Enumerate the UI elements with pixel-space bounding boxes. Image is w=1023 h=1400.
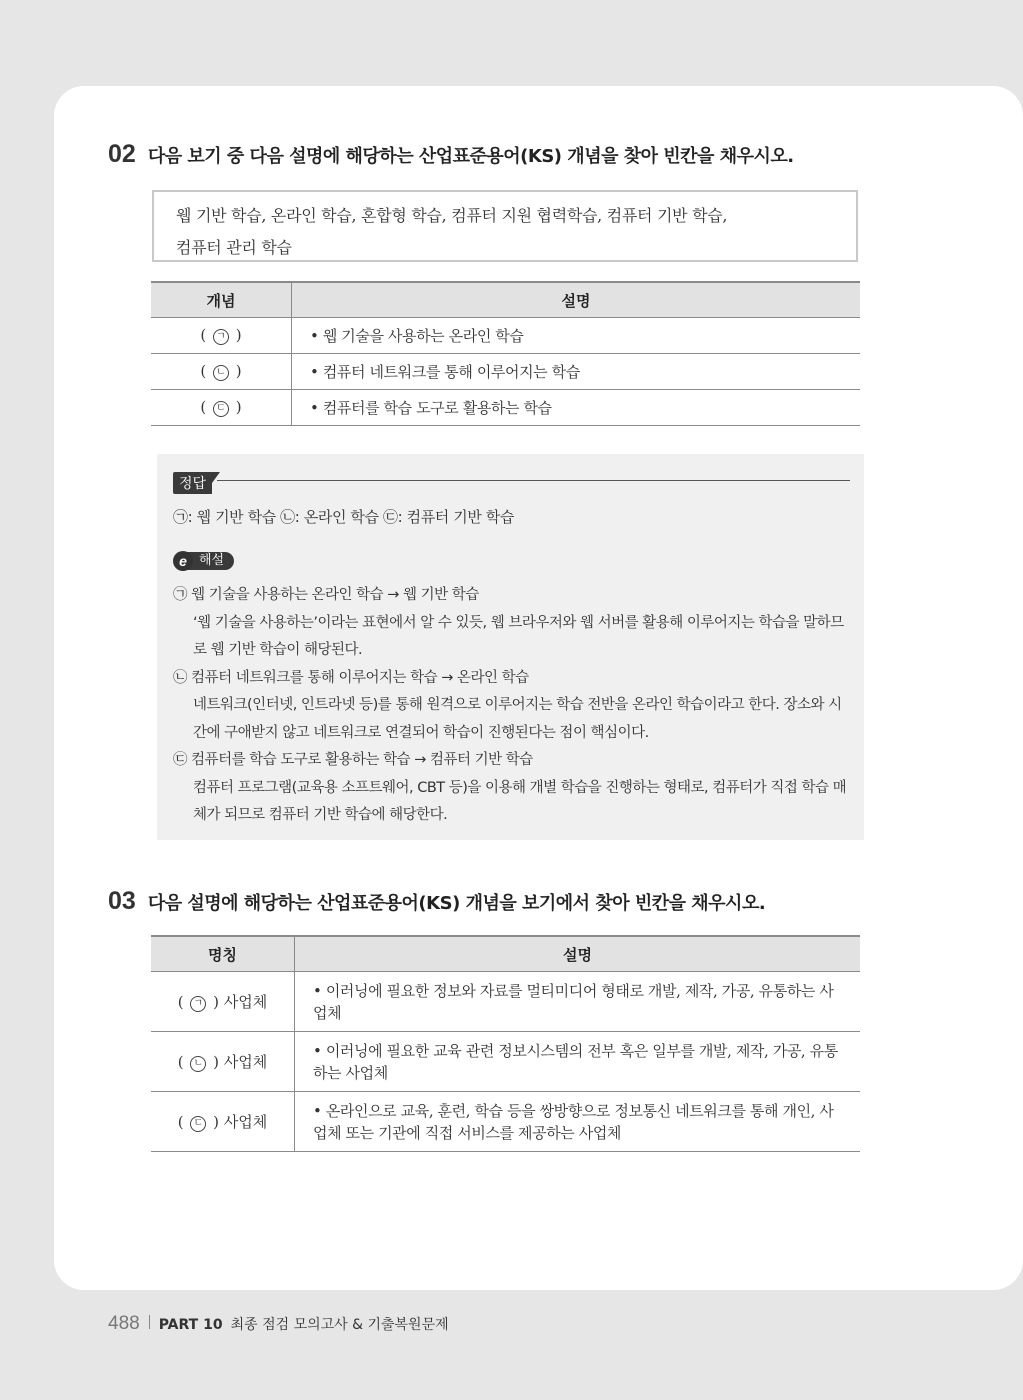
bogi-line-1: 웹 기반 학습, 온라인 학습, 혼합형 학습, 컴퓨터 지원 협력학습, 컴퓨터 기반 학습, bbox=[176, 206, 728, 225]
explanation-list bbox=[173, 582, 853, 830]
table-row bbox=[151, 354, 860, 390]
answer-box bbox=[157, 454, 864, 840]
blank-cell: ( ㄴ ) 사업체 bbox=[151, 1032, 295, 1092]
explanation-icon: e bbox=[173, 551, 193, 571]
q02-bogi-box bbox=[152, 190, 858, 262]
marker-1: ㄱ bbox=[213, 329, 229, 345]
blank-cell: ( ㄱ ) 사업체 bbox=[151, 972, 295, 1032]
page-footer bbox=[108, 1313, 449, 1335]
part-label: PART 10 bbox=[158, 1317, 223, 1333]
marker-1: ㄱ bbox=[190, 996, 206, 1012]
explanation-head-1: ㉠ 웹 기술을 사용하는 온라인 학습 → 웹 기반 학습 bbox=[173, 587, 479, 603]
q02-number: 02 bbox=[108, 140, 136, 168]
q03-header bbox=[108, 887, 765, 916]
marker-3: ㄷ bbox=[190, 1116, 206, 1132]
explanation-badge bbox=[173, 551, 234, 571]
bogi-line-2: 컴퓨터 관리 학습 bbox=[176, 238, 292, 257]
table-row bbox=[151, 1092, 860, 1152]
suffix-label: 사업체 bbox=[223, 993, 268, 1011]
explanation-head-3: ㉢ 컴퓨터를 학습 도구로 활용하는 학습 → 컴퓨터 기반 학습 bbox=[173, 752, 533, 768]
q03-table bbox=[151, 935, 860, 1152]
desc-cell: • 온라인으로 교육, 훈련, 학습 등을 쌍방향으로 정보통신 네트워크를 통해 개인, 사업체 또는 기관에 직접 서비스를 제공하는 사업체 bbox=[295, 1092, 861, 1152]
blank-cell: ( ㄷ ) 사업체 bbox=[151, 1092, 295, 1152]
page-number: 488 bbox=[108, 1313, 140, 1334]
table-row bbox=[151, 1032, 860, 1092]
col-header-desc: 설명 bbox=[295, 936, 861, 972]
q02-header bbox=[108, 140, 794, 169]
marker-3: ㄷ bbox=[213, 401, 229, 417]
marker-2: ㄴ bbox=[190, 1056, 206, 1072]
explanation-body-1: ‘웹 기술을 사용하는’이라는 표현에서 알 수 있듯, 웹 브라우저와 웹 서버를 활용해 이루어지는 학습을 말하므로 웹 기반 학습이 해당된다. bbox=[193, 614, 844, 658]
part-title: 최종 점검 모의고사 & 기출복원문제 bbox=[230, 1317, 449, 1333]
table-row bbox=[151, 972, 860, 1032]
q02-table bbox=[151, 281, 860, 426]
col-header-desc: 설명 bbox=[292, 282, 861, 318]
q03-question: 다음 설명에 해당하는 산업표준용어(KS) 개념을 보기에서 찾아 빈칸을 채우시오. bbox=[147, 893, 766, 914]
footer-separator bbox=[149, 1315, 150, 1329]
explanation-head-2: ㉡ 컴퓨터 네트워크를 통해 이루어지는 학습 → 온라인 학습 bbox=[173, 669, 529, 686]
desc-cell: • 이러닝에 필요한 교육 관련 정보시스템의 전부 혹은 일부를 개발, 제작, 가공, 유통하는 사업체 bbox=[295, 1032, 861, 1092]
desc-cell: • 컴퓨터 네트워크를 통해 이루어지는 학습 bbox=[292, 354, 861, 390]
q02-question: 다음 보기 중 다음 설명에 해당하는 산업표준용어(KS) 개념을 찾아 빈칸을 채우시오. bbox=[147, 146, 794, 167]
q03-number: 03 bbox=[108, 887, 136, 915]
desc-cell: • 컴퓨터를 학습 도구로 활용하는 학습 bbox=[292, 390, 861, 426]
answer-divider bbox=[217, 480, 850, 481]
explanation-label: 해설 bbox=[187, 552, 234, 570]
blank-cell: ( ㄱ ) bbox=[151, 318, 292, 354]
explanation-body-3: 컴퓨터 프로그램(교육용 소프트웨어, CBT 등)을 이용해 개별 학습을 진행하는 형태로, 컴퓨터가 직접 학습 매체가 되므로 컴퓨터 기반 학습에 해당한다. bbox=[193, 779, 847, 823]
blank-cell: ( ㄴ ) bbox=[151, 354, 292, 390]
suffix-label: 사업체 bbox=[223, 1113, 268, 1131]
col-header-name: 명칭 bbox=[151, 936, 295, 972]
marker-2: ㄴ bbox=[213, 365, 229, 381]
col-header-concept: 개념 bbox=[151, 282, 292, 318]
explanation-body-2: 네트워크(인터넷, 인트라넷 등)를 통해 원격으로 이루어지는 학습 전반을 온라인 학습이라고 한다. 장소와 시간에 구애받지 않고 네트워크로 연결되어 학습이 진행된다는 점이 핵심이다. bbox=[193, 697, 842, 741]
table-row bbox=[151, 318, 860, 354]
suffix-label: 사업체 bbox=[223, 1053, 268, 1071]
desc-cell: • 이러닝에 필요한 정보와 자료를 멀티미디어 형태로 개발, 제작, 가공, 유통하는 사업체 bbox=[295, 972, 861, 1032]
answer-text: ㉠: 웹 기반 학습 ㉡: 온라인 학습 ㉢: 컴퓨터 기반 학습 bbox=[173, 508, 514, 526]
table-row bbox=[151, 390, 860, 426]
desc-cell: • 웹 기술을 사용하는 온라인 학습 bbox=[292, 318, 861, 354]
answer-tag: 정답 bbox=[173, 472, 212, 494]
blank-cell: ( ㄷ ) bbox=[151, 390, 292, 426]
